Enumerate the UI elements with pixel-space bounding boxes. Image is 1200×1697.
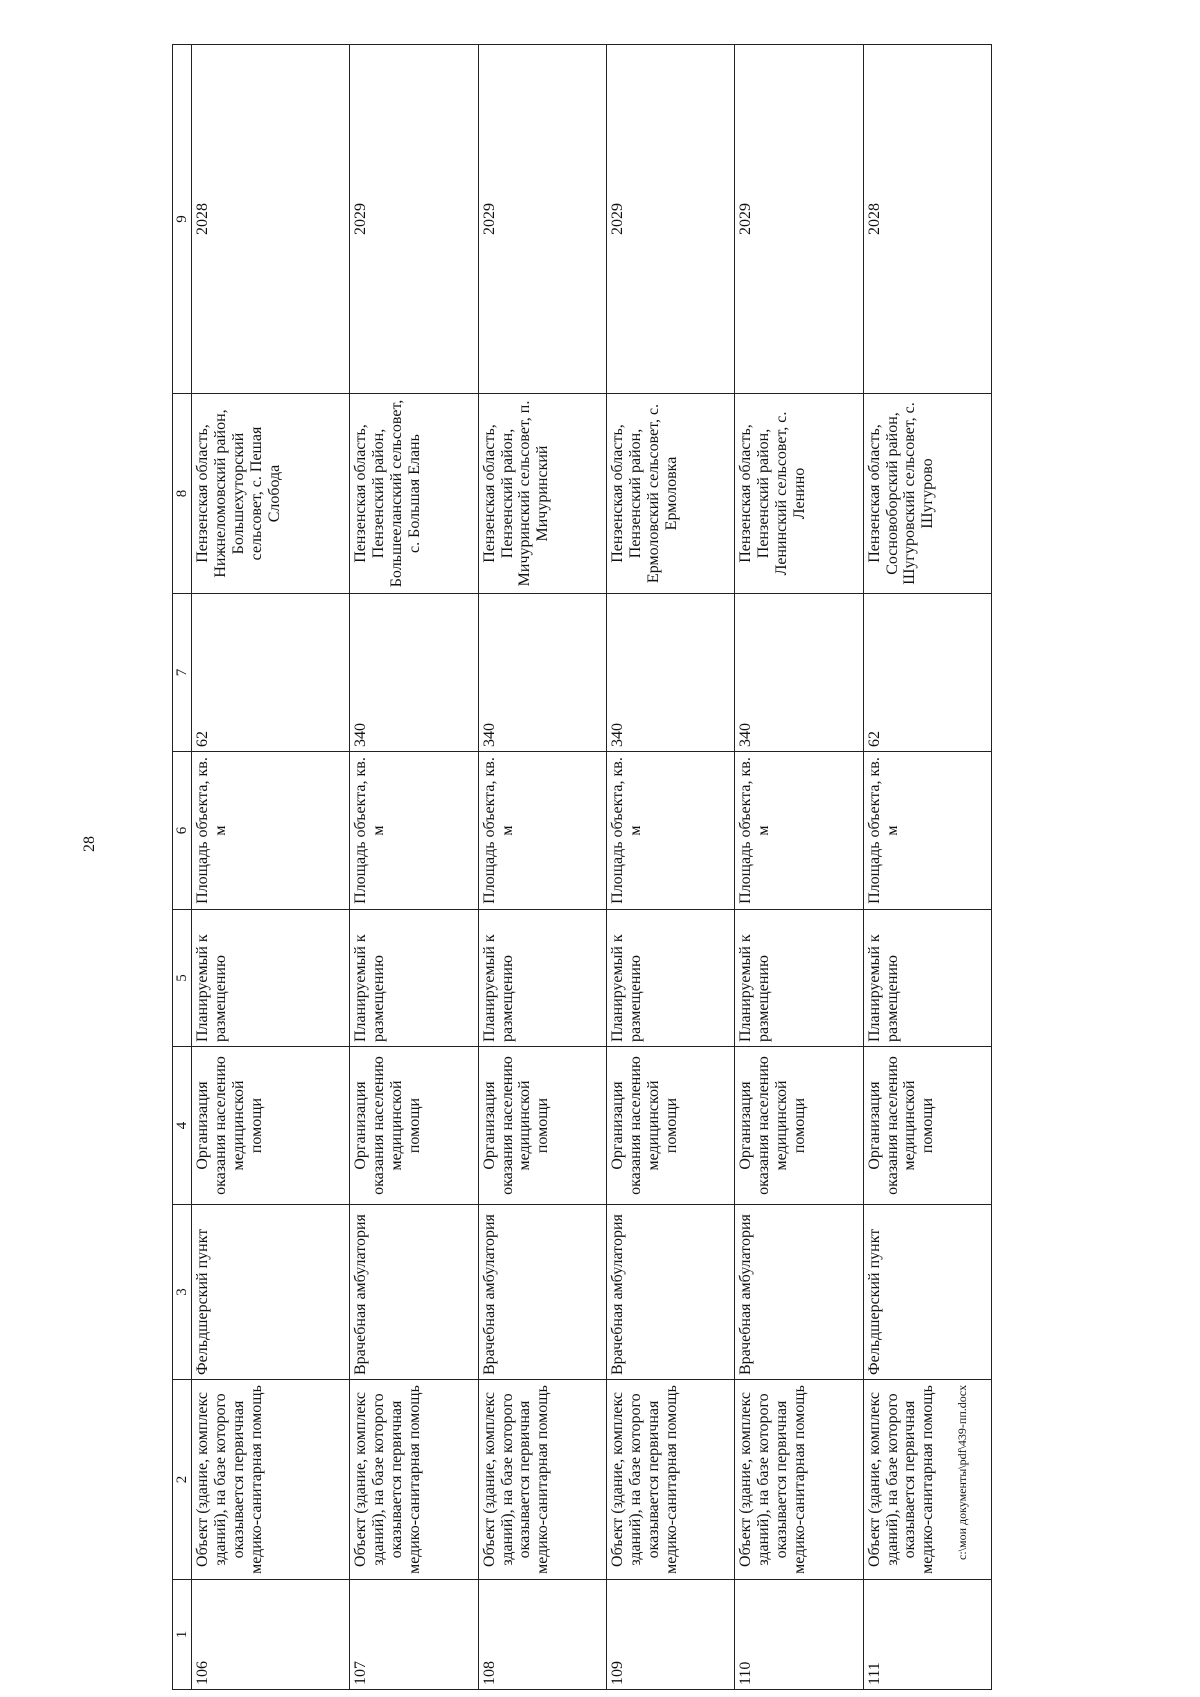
row-number: 111 [863, 1580, 991, 1690]
value-cell: 62 [192, 594, 350, 752]
row-number: 107 [350, 1580, 478, 1690]
indicator-cell: Площадь объекта, кв. м [606, 752, 734, 910]
header-cell: 2 [173, 1380, 192, 1580]
header-cell: 3 [173, 1205, 192, 1380]
status-cell: Планируемый к размещению [350, 910, 478, 1047]
object-cell: Объект (здание, комплекс зданий), на базе которого оказывается первичная медико-санитарная помощь [863, 1380, 991, 1580]
header-row [173, 45, 192, 1690]
table-row [606, 45, 734, 1690]
status-cell: Планируемый к размещению [478, 910, 606, 1047]
header-cell: 8 [173, 394, 192, 594]
header-cell: 4 [173, 1047, 192, 1205]
header-cell: 7 [173, 594, 192, 752]
location-cell: Пензенская область, Пензенский район, Ермоловский сельсовет, с. Ермоловка [606, 394, 734, 594]
type-cell: Врачебная амбулатория [735, 1205, 863, 1380]
row-number: 109 [606, 1580, 734, 1690]
header-cell: 1 [173, 1580, 192, 1690]
year-cell: 2029 [735, 45, 863, 394]
object-cell: Объект (здание, комплекс зданий), на базе которого оказывается первичная медико-санитарная помощь [478, 1380, 606, 1580]
indicator-cell: Площадь объекта, кв. м [735, 752, 863, 910]
purpose-cell: Организация оказания населению медицинской помощи [606, 1047, 734, 1205]
type-cell: Врачебная амбулатория [478, 1205, 606, 1380]
status-cell: Планируемый к размещению [606, 910, 734, 1047]
object-cell: Объект (здание, комплекс зданий), на базе которого оказывается первичная медико-санитарная помощь [606, 1380, 734, 1580]
value-cell: 340 [350, 594, 478, 752]
object-cell: Объект (здание, комплекс зданий), на базе которого оказывается первичная медико-санитарная помощь [735, 1380, 863, 1580]
file-path-footer: c:\мои документы\pdf\439-пп.docx [955, 1384, 969, 1560]
purpose-cell: Организация оказания населению медицинской помощи [350, 1047, 478, 1205]
value-cell: 340 [606, 594, 734, 752]
header-cell: 9 [173, 45, 192, 394]
year-cell: 2029 [350, 45, 478, 394]
location-cell: Пензенская область, Пензенский район, Большееланский сельсовет, с. Большая Елань [350, 394, 478, 594]
indicator-cell: Площадь объекта, кв. м [192, 752, 350, 910]
table-row [478, 45, 606, 1690]
year-cell: 2028 [863, 45, 991, 394]
year-cell: 2029 [606, 45, 734, 394]
type-cell: Врачебная амбулатория [606, 1205, 734, 1380]
indicator-cell: Площадь объекта, кв. м [478, 752, 606, 910]
table-row [735, 45, 863, 1690]
indicator-cell: Площадь объекта, кв. м [863, 752, 991, 910]
location-cell: Пензенская область, Пензенский район, Ленинский сельсовет, с. Ленино [735, 394, 863, 594]
table-container [172, 45, 992, 1690]
status-cell: Планируемый к размещению [192, 910, 350, 1047]
purpose-cell: Организация оказания населению медицинской помощи [192, 1047, 350, 1205]
location-cell: Пензенская область, Пензенский район, Мичуринский сельсовет, п. Мичуринский [478, 394, 606, 594]
status-cell: Планируемый к размещению [863, 910, 991, 1047]
location-cell: Пензенская область, Сосновоборский район, Шугуровский сельсовет, с. Шугурово [863, 394, 991, 594]
row-number: 106 [192, 1580, 350, 1690]
purpose-cell: Организация оказания населению медицинской помощи [478, 1047, 606, 1205]
value-cell: 62 [863, 594, 991, 752]
table-row [863, 45, 991, 1690]
type-cell: Врачебная амбулатория [350, 1205, 478, 1380]
indicator-cell: Площадь объекта, кв. м [350, 752, 478, 910]
header-cell: 6 [173, 752, 192, 910]
location-cell: Пензенская область, Нижнеломовский район, Большехуторский сельсовет, с. Пешая Слобода [192, 394, 350, 594]
object-cell: Объект (здание, комплекс зданий), на базе которого оказывается первичная медико-санитарная помощь [192, 1380, 350, 1580]
type-cell: Фельдшерский пункт [192, 1205, 350, 1380]
status-cell: Планируемый к размещению [735, 910, 863, 1047]
table-row [192, 45, 350, 1690]
objects-table [172, 44, 992, 1690]
year-cell: 2028 [192, 45, 350, 394]
year-cell: 2029 [478, 45, 606, 394]
header-cell: 5 [173, 910, 192, 1047]
row-number: 108 [478, 1580, 606, 1690]
table-row [350, 45, 478, 1690]
purpose-cell: Организация оказания населению медицинской помощи [735, 1047, 863, 1205]
value-cell: 340 [478, 594, 606, 752]
value-cell: 340 [735, 594, 863, 752]
page-number: 28 [81, 836, 98, 852]
purpose-cell: Организация оказания населению медицинской помощи [863, 1047, 991, 1205]
object-cell: Объект (здание, комплекс зданий), на базе которого оказывается первичная медико-санитарная помощь [350, 1380, 478, 1580]
type-cell: Фельдшерский пункт [863, 1205, 991, 1380]
row-number: 110 [735, 1580, 863, 1690]
